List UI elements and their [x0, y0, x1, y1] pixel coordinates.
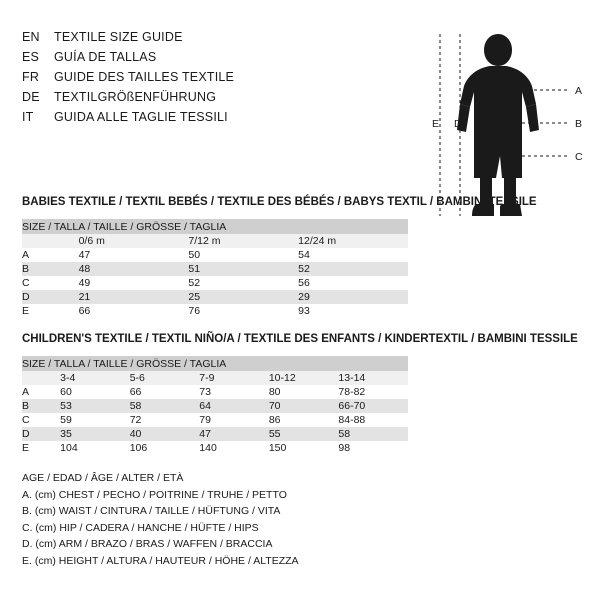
children-size-header: SIZE / TALLA / TAILLE / GRÖSSE / TAGLIA — [22, 356, 408, 371]
children-col-3: 10-12 — [269, 371, 339, 385]
babies-col-2: 12/24 m — [298, 234, 408, 248]
language-code-it: IT — [22, 110, 34, 124]
table-row — [22, 304, 408, 318]
figure-label-c: C — [575, 151, 583, 163]
babies-d-0: 21 — [79, 290, 189, 304]
table-row — [22, 441, 408, 455]
language-title-fr: GUIDE DES TAILLES TEXTILE — [54, 70, 235, 84]
babies-e-1: 76 — [188, 305, 201, 317]
table-row — [22, 234, 408, 248]
children-row-label-e: E — [22, 442, 30, 454]
language-row-de — [22, 90, 352, 110]
children-col-1: 5-6 — [130, 371, 200, 385]
figure-label-b: B — [575, 118, 583, 130]
children-b-1: 58 — [130, 399, 200, 413]
children-b-4: 66-70 — [338, 399, 408, 413]
children-a-0: 60 — [60, 386, 72, 398]
language-row-it — [22, 110, 352, 130]
figure-label-a: A — [575, 85, 583, 97]
children-col-blank — [22, 371, 60, 385]
babies-d-2: 29 — [298, 290, 408, 304]
children-section-title: CHILDREN'S TEXTILE / TEXTIL NIÑO/A / TEXTILE DES ENFANTS / KINDERTEXTIL / BAMBINI TESSILE — [22, 333, 578, 345]
children-a-1: 66 — [129, 386, 142, 398]
table-row — [22, 399, 408, 413]
babies-size-table — [22, 219, 408, 318]
language-code-es: ES — [22, 50, 40, 64]
babies-e-2: 93 — [298, 305, 310, 317]
children-row-label-a: A — [22, 386, 30, 398]
measurement-figure — [430, 28, 590, 223]
legend-line-e: E. (cm) HEIGHT / ALTURA / HAUTEUR / HÖHE / ALTEZZA — [22, 554, 299, 567]
children-d-4: 58 — [338, 427, 408, 441]
babies-b-1: 51 — [188, 262, 298, 276]
language-title-es: GUÍA DE TALLAS — [54, 50, 157, 64]
children-col-4: 13-14 — [338, 371, 408, 385]
children-b-0: 53 — [60, 399, 130, 413]
table-row — [22, 371, 408, 385]
language-title-de: TEXTILGRÖßENFÜHRUNG — [54, 90, 217, 104]
babies-e-0: 66 — [78, 305, 91, 317]
babies-row-label-d: D — [22, 290, 79, 304]
children-c-2: 79 — [199, 414, 211, 426]
children-b-3: 70 — [269, 399, 339, 413]
children-a-4: 78-82 — [338, 386, 366, 398]
language-code-de: DE — [22, 90, 40, 104]
language-title-en: TEXTILE SIZE GUIDE — [54, 30, 183, 44]
children-e-3: 150 — [268, 442, 287, 454]
children-col-0: 3-4 — [60, 371, 130, 385]
babies-c-1: 52 — [188, 277, 201, 289]
figure-label-d: D — [454, 118, 462, 130]
table-row — [22, 356, 408, 371]
babies-row-label-c: C — [22, 277, 30, 289]
measurement-legend — [22, 470, 299, 569]
children-a-3: 80 — [268, 386, 281, 398]
children-size-table — [22, 356, 408, 455]
table-row — [22, 219, 408, 234]
babies-section-title: BABIES TEXTILE / TEXTIL BEBÉS / TEXTILE DES BÉBÉS / BABYS TEXTIL / BAMBINI TESSILE — [22, 196, 537, 208]
table-row — [22, 385, 408, 399]
language-row-en — [22, 30, 352, 50]
children-e-0: 104 — [60, 442, 78, 454]
children-d-2: 47 — [199, 427, 269, 441]
legend-line-b: B. (cm) WAIST / CINTURA / TAILLE / HÜFTUNG / VITA — [22, 505, 281, 517]
children-row-label-b: B — [22, 399, 60, 413]
babies-a-0: 47 — [78, 249, 91, 261]
babies-b-2: 52 — [298, 262, 408, 276]
babies-row-label-a: A — [22, 249, 30, 261]
table-row — [22, 413, 408, 427]
table-row — [22, 290, 408, 304]
children-e-2: 140 — [199, 442, 217, 454]
children-c-0: 59 — [60, 414, 72, 426]
children-col-2: 7-9 — [199, 371, 269, 385]
children-e-4: 98 — [338, 442, 351, 454]
table-row — [22, 248, 408, 262]
babies-col-0: 0/6 m — [79, 234, 189, 248]
children-c-4: 84-88 — [338, 414, 366, 426]
children-b-2: 64 — [199, 399, 269, 413]
language-titles — [22, 30, 352, 130]
babies-d-1: 25 — [188, 290, 298, 304]
children-row-label-d: D — [22, 427, 60, 441]
babies-c-0: 49 — [78, 277, 91, 289]
children-e-1: 106 — [129, 442, 148, 454]
babies-row-label-e: E — [22, 305, 30, 317]
children-c-3: 86 — [268, 414, 281, 426]
babies-size-header: SIZE / TALLA / TAILLE / GRÖSSE / TAGLIA — [22, 219, 408, 234]
language-code-en: EN — [22, 30, 40, 44]
table-row — [22, 262, 408, 276]
children-a-2: 73 — [199, 386, 211, 398]
table-row — [22, 427, 408, 441]
children-d-0: 35 — [60, 427, 130, 441]
language-row-fr — [22, 70, 352, 90]
legend-line-a: A. (cm) CHEST / PECHO / POITRINE / TRUHE / PETTO — [22, 488, 287, 501]
babies-b-0: 48 — [79, 262, 189, 276]
language-code-fr: FR — [22, 70, 40, 84]
children-c-1: 72 — [129, 414, 142, 426]
babies-a-1: 50 — [188, 249, 201, 261]
babies-a-2: 54 — [298, 249, 310, 261]
figure-label-e: E — [432, 118, 440, 130]
babies-col-1: 7/12 m — [188, 234, 298, 248]
babies-row-label-b: B — [22, 262, 79, 276]
language-row-es — [22, 50, 352, 70]
children-d-3: 55 — [269, 427, 339, 441]
table-row — [22, 276, 408, 290]
babies-col-blank — [22, 234, 79, 248]
legend-line-c: C. (cm) HIP / CADERA / HANCHE / HÜFTE / HIPS — [22, 521, 259, 534]
legend-line-age: AGE / EDAD / ÂGE / ALTER / ETÀ — [22, 472, 184, 484]
babies-c-2: 56 — [298, 277, 310, 289]
children-d-1: 40 — [130, 427, 200, 441]
legend-line-d: D. (cm) ARM / BRAZO / BRAS / WAFFEN / BRACCIA — [22, 538, 273, 550]
children-row-label-c: C — [22, 414, 30, 426]
language-title-it: GUIDA ALLE TAGLIE TESSILI — [54, 110, 228, 124]
